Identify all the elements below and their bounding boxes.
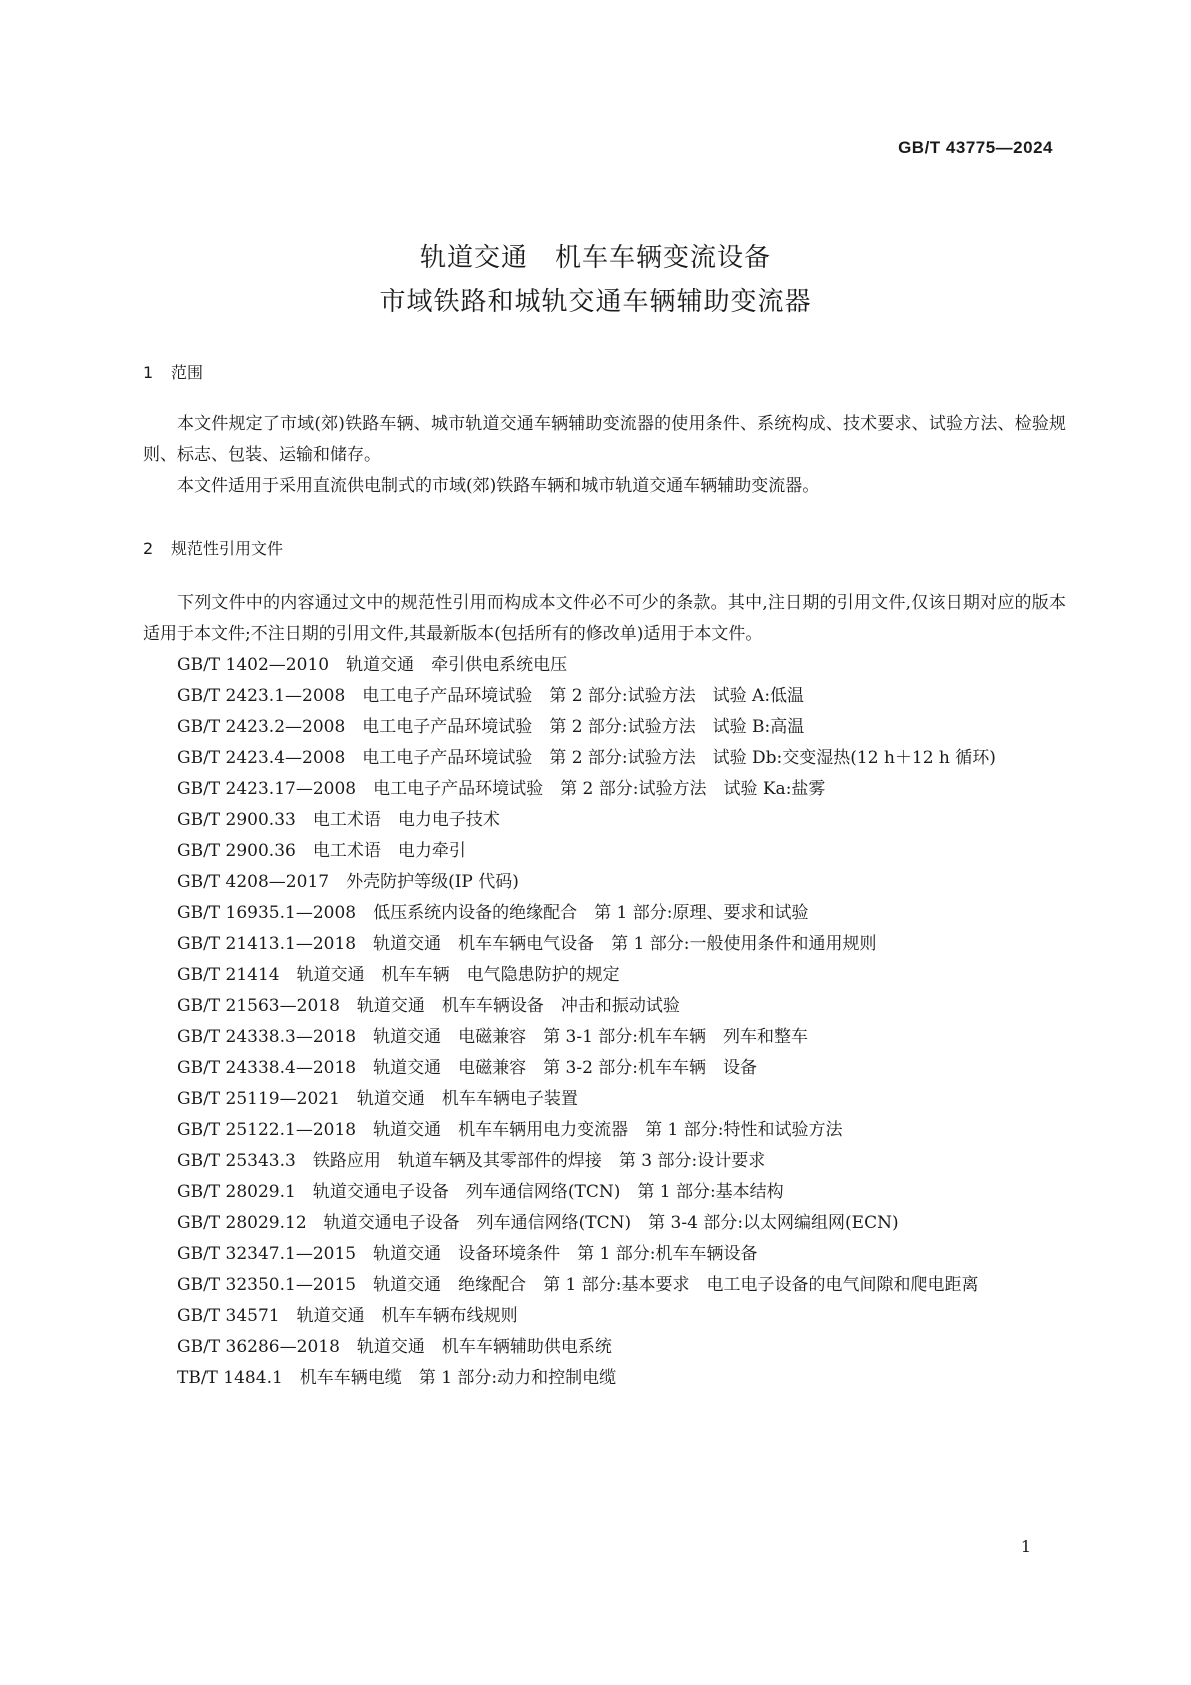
reference-item: GB/T 24338.3—2018 轨道交通 电磁兼容 第 3-1 部分:机车车辆 列车和整车 — [177, 1027, 809, 1047]
reference-item: GB/T 32347.1—2015 轨道交通 设备环境条件 第 1 部分:机车车辆设备 — [177, 1244, 758, 1264]
reference-item: GB/T 36286—2018 轨道交通 机车车辆辅助供电系统 — [177, 1337, 612, 1357]
reference-item: GB/T 21413.1—2018 轨道交通 机车车辆电气设备 第 1 部分:一般使用条件和通用规则 — [177, 934, 877, 954]
title-line-2: 市域铁路和城轨交通车辆辅助变流器 — [379, 287, 812, 317]
reference-item: GB/T 25122.1—2018 轨道交通 机车车辆用电力变流器 第 1 部分:特性和试验方法 — [177, 1120, 843, 1140]
reference-item: GB/T 32350.1—2015 轨道交通 绝缘配合 第 1 部分:基本要求 电工电子设备的电气间隙和爬电距离 — [177, 1275, 979, 1295]
reference-item: GB/T 21414 轨道交通 机车车辆 电气隐患防护的规定 — [177, 965, 620, 985]
section-2-body — [143, 588, 1066, 1394]
reference-item: GB/T 2423.4—2008 电工电子产品环境试验 第 2 部分:试验方法 试验 Db:交变湿热(12 h＋12 h 循环) — [177, 748, 996, 768]
page-number: 1 — [1020, 1537, 1031, 1556]
reference-item: GB/T 28029.1 轨道交通电子设备 列车通信网络(TCN) 第 1 部分:基本结构 — [177, 1182, 784, 1202]
reference-item: GB/T 25343.3 铁路应用 轨道车辆及其零部件的焊接 第 3 部分:设计要求 — [177, 1151, 766, 1171]
reference-item: GB/T 28029.12 轨道交通电子设备 列车通信网络(TCN) 第 3-4 部分:以太网编组网(ECN) — [177, 1213, 899, 1233]
section-2-heading — [143, 536, 283, 559]
reference-item: GB/T 34571 轨道交通 机车车辆布线规则 — [177, 1306, 518, 1326]
reference-item: GB/T 2900.33 电工术语 电力电子技术 — [177, 810, 500, 830]
reference-item: GB/T 1402—2010 轨道交通 牵引供电系统电压 — [177, 655, 568, 675]
section-1-heading — [143, 360, 203, 383]
section-1-number: 1 — [143, 363, 154, 382]
reference-item: GB/T 2423.1—2008 电工电子产品环境试验 第 2 部分:试验方法 试验 A:低温 — [177, 686, 805, 706]
section-2-title: 规范性引用文件 — [171, 539, 284, 558]
reference-item: GB/T 2423.17—2008 电工电子产品环境试验 第 2 部分:试验方法 试验 Ka:盐雾 — [177, 779, 826, 799]
section-2-number: 2 — [143, 539, 154, 558]
title-line-1: 轨道交通 机车车辆变流设备 — [419, 243, 771, 273]
reference-item: TB/T 1484.1 机车车辆电缆 第 1 部分:动力和控制电缆 — [177, 1368, 617, 1388]
document-title — [0, 236, 1191, 324]
reference-item: GB/T 4208—2017 外壳防护等级(IP 代码) — [177, 872, 519, 892]
reference-item: GB/T 16935.1—2008 低压系统内设备的绝缘配合 第 1 部分:原理、要求和试验 — [177, 903, 809, 923]
section-1-title: 范围 — [171, 363, 204, 382]
standard-number: GB/T 43775—2024 — [898, 138, 1053, 157]
reference-item: GB/T 2900.36 电工术语 电力牵引 — [177, 841, 466, 861]
references-intro: 下列文件中的内容通过文中的规范性引用而构成本文件必不可少的条款。其中,注日期的引用文件,仅该日期对应的版本适用于本文件;不注日期的引用文件,其最新版本(包括所有的修改单)适用于本文件。 — [143, 593, 1066, 644]
section-1-body — [143, 409, 1066, 502]
reference-item: GB/T 25119—2021 轨道交通 机车车辆电子装置 — [177, 1089, 578, 1109]
reference-list — [143, 650, 1066, 1394]
scope-paragraph-2: 本文件适用于采用直流供电制式的市域(郊)铁路车辆和城市轨道交通车辆辅助变流器。 — [177, 476, 820, 496]
reference-item: GB/T 24338.4—2018 轨道交通 电磁兼容 第 3-2 部分:机车车辆 设备 — [177, 1058, 758, 1078]
scope-paragraph-1: 本文件规定了市域(郊)铁路车辆、城市轨道交通车辆辅助变流器的使用条件、系统构成、技术要求、试验方法、检验规则、标志、包装、运输和储存。 — [143, 414, 1066, 465]
reference-item: GB/T 21563—2018 轨道交通 机车车辆设备 冲击和振动试验 — [177, 996, 680, 1016]
reference-item: GB/T 2423.2—2008 电工电子产品环境试验 第 2 部分:试验方法 试验 B:高温 — [177, 717, 805, 737]
